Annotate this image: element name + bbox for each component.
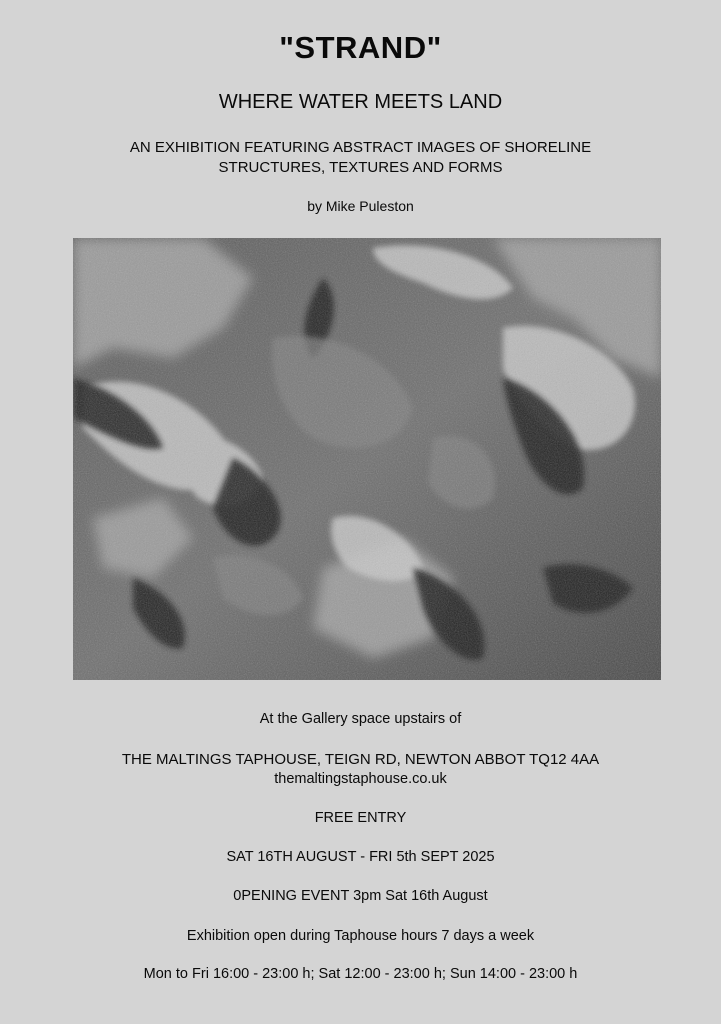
opening-hours: Mon to Fri 16:00 - 23:00 h; Sat 12:00 - 23:00 h; Sun 14:00 - 23:00 h <box>143 966 578 982</box>
description-line-1: AN EXHIBITION FEATURING ABSTRACT IMAGES OF SHORELINE <box>129 139 592 156</box>
venue-website: themaltingstaphouse.co.uk <box>274 771 447 787</box>
shoreline-photograph <box>73 238 661 680</box>
poster-subtitle: WHERE WATER MEETS LAND <box>218 91 503 113</box>
opening-event: 0PENING EVENT 3pm Sat 16th August <box>233 888 488 904</box>
description-line-2: STRUCTURES, TEXTURES AND FORMS <box>218 159 503 176</box>
opening-note: Exhibition open during Taphouse hours 7 days a week <box>186 928 535 944</box>
poster-title: "STRAND" <box>279 30 442 65</box>
venue-intro: At the Gallery space upstairs of <box>259 711 462 727</box>
venue-name: THE MALTINGS TAPHOUSE, TEIGN RD, NEWTON ABBOT TQ12 4AA <box>121 751 600 768</box>
exhibition-description <box>0 138 721 178</box>
author-credit: by Mike Puleston <box>307 198 414 214</box>
entry-info: FREE ENTRY <box>314 810 407 826</box>
exhibition-dates: SAT 16TH AUGUST - FRI 5th SEPT 2025 <box>226 849 495 865</box>
